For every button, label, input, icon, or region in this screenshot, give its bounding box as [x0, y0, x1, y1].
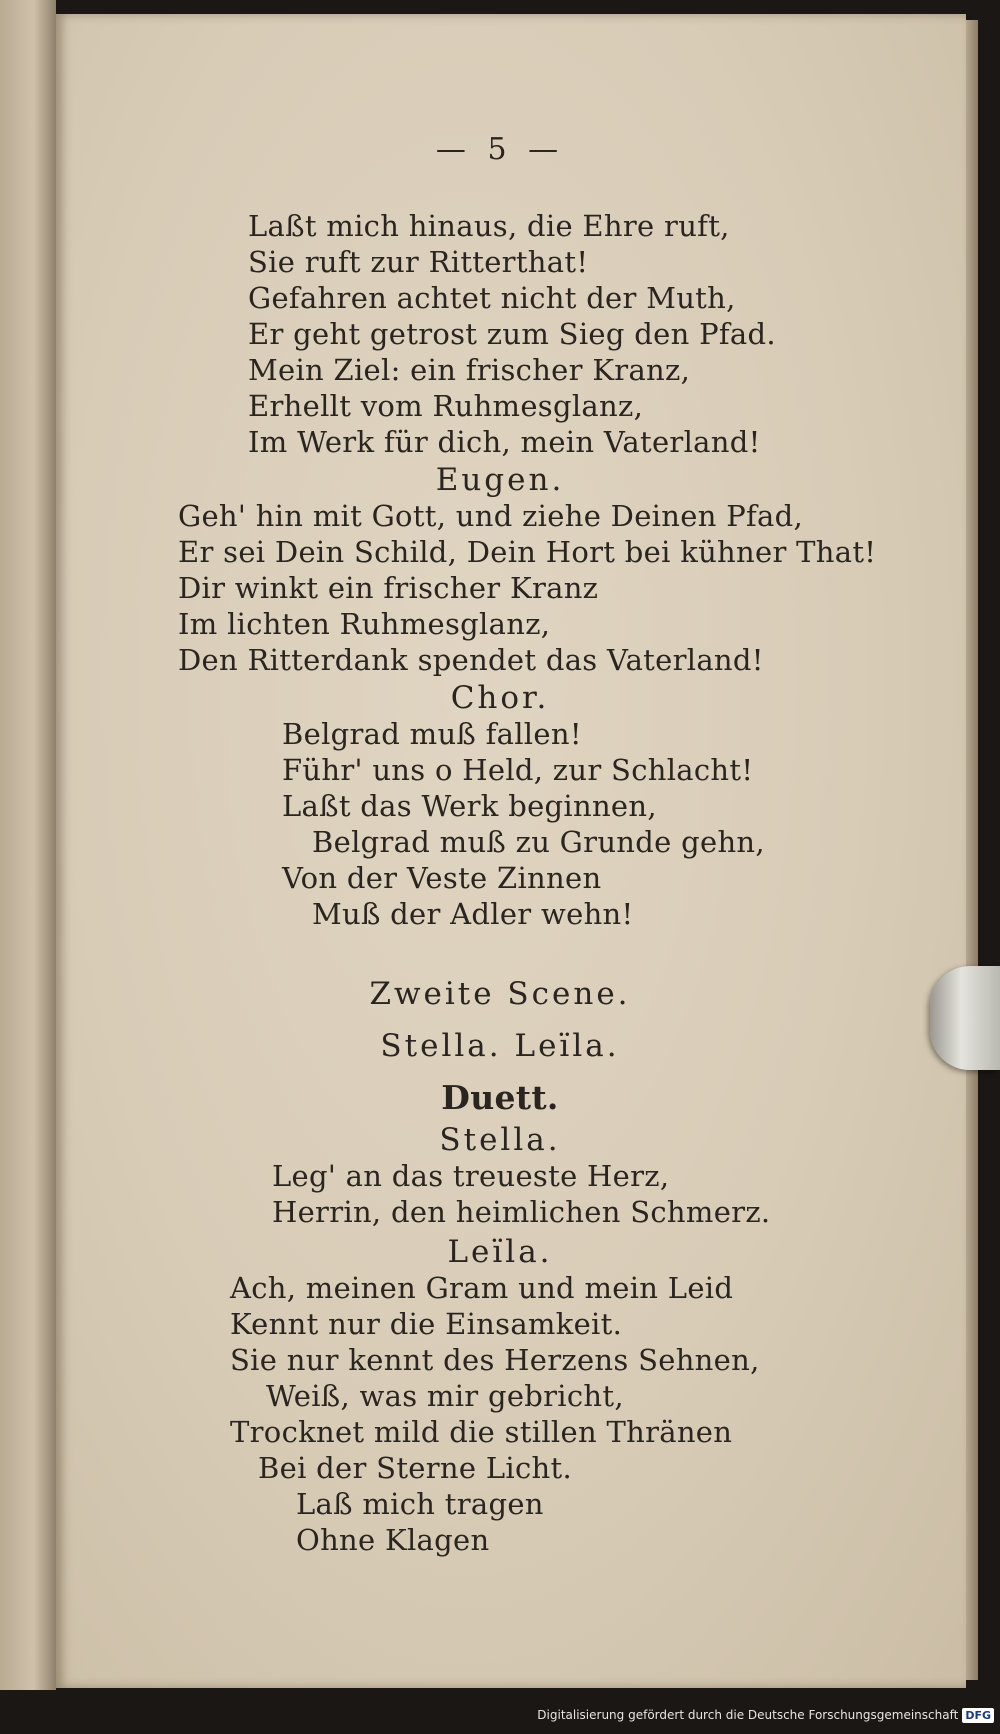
verse-line: Von der Veste Zinnen: [282, 861, 602, 895]
page-number: — 5 —: [435, 132, 565, 167]
verse-line: Leg' an das treueste Herz,: [272, 1159, 670, 1193]
verse-line: Erhellt vom Ruhmesglanz,: [248, 389, 644, 423]
verse-line: Belgrad muß fallen!: [282, 717, 582, 751]
verse-line: Sie nur kennt des Herzens Sehnen,: [230, 1343, 760, 1377]
verse-line: Herrin, den heimlichen Schmerz.: [272, 1195, 771, 1229]
duet-heading: Duett.: [441, 1078, 559, 1117]
verse-line: Ach, meinen Gram und mein Leid: [230, 1271, 734, 1305]
verse-line: Laß mich tragen: [296, 1487, 544, 1521]
verse-line: Mein Ziel: ein frischer Kranz,: [248, 353, 691, 387]
verse-line: Kennt nur die Einsamkeit.: [230, 1307, 623, 1341]
speaker-eugen: Eugen.: [435, 462, 565, 498]
speaker-chor: Chor.: [450, 680, 550, 716]
verse-line: Im lichten Ruhmesglanz,: [178, 607, 551, 641]
verse-line: Weiß, was mir gebricht,: [266, 1379, 624, 1413]
verse-line: Führ' uns o Held, zur Schlacht!: [282, 753, 754, 787]
verse-line: Im Werk für dich, mein Vaterland!: [248, 425, 761, 459]
speaker-stella: Stella.: [439, 1122, 561, 1158]
verse-line: Gefahren achtet nicht der Muth,: [248, 281, 736, 315]
verse-line: Sie ruft zur Ritterthat!: [248, 245, 589, 279]
credit-text: Digitalisierung gefördert durch die Deutsche Forschungsgemeinschaft: [537, 1708, 959, 1722]
scene-characters: Stella. Leïla.: [380, 1028, 620, 1064]
page-stack-edge: [966, 20, 978, 1680]
verse-line: Er sei Dein Schild, Dein Hort bei kühner That!: [178, 535, 877, 569]
scene-title: Zweite Scene.: [369, 976, 631, 1012]
verse-line: Trocknet mild die stillen Thränen: [230, 1415, 733, 1449]
verse-line: Geh' hin mit Gott, und ziehe Deinen Pfad,: [178, 499, 804, 533]
verse-line: Dir winkt ein frischer Kranz: [178, 571, 599, 605]
verse-line: Den Ritterdank spendet das Vaterland!: [178, 643, 764, 677]
previous-page-edge: [0, 0, 56, 1690]
verse-line: Bei der Sterne Licht.: [258, 1451, 572, 1485]
verse-line: Ohne Klagen: [296, 1523, 490, 1557]
speaker-leila: Leïla.: [447, 1234, 553, 1270]
dfg-logo-icon: DFG: [962, 1708, 994, 1723]
verse-line: Laßt das Werk beginnen,: [282, 789, 657, 823]
verse-line: Laßt mich hinaus, die Ehre ruft,: [248, 209, 730, 243]
verse-line: Muß der Adler wehn!: [312, 897, 634, 931]
verse-line: Er geht getrost zum Sieg den Pfad.: [248, 317, 776, 351]
digitization-credit: [537, 1700, 994, 1730]
verse-line: Belgrad muß zu Grunde gehn,: [312, 825, 765, 859]
